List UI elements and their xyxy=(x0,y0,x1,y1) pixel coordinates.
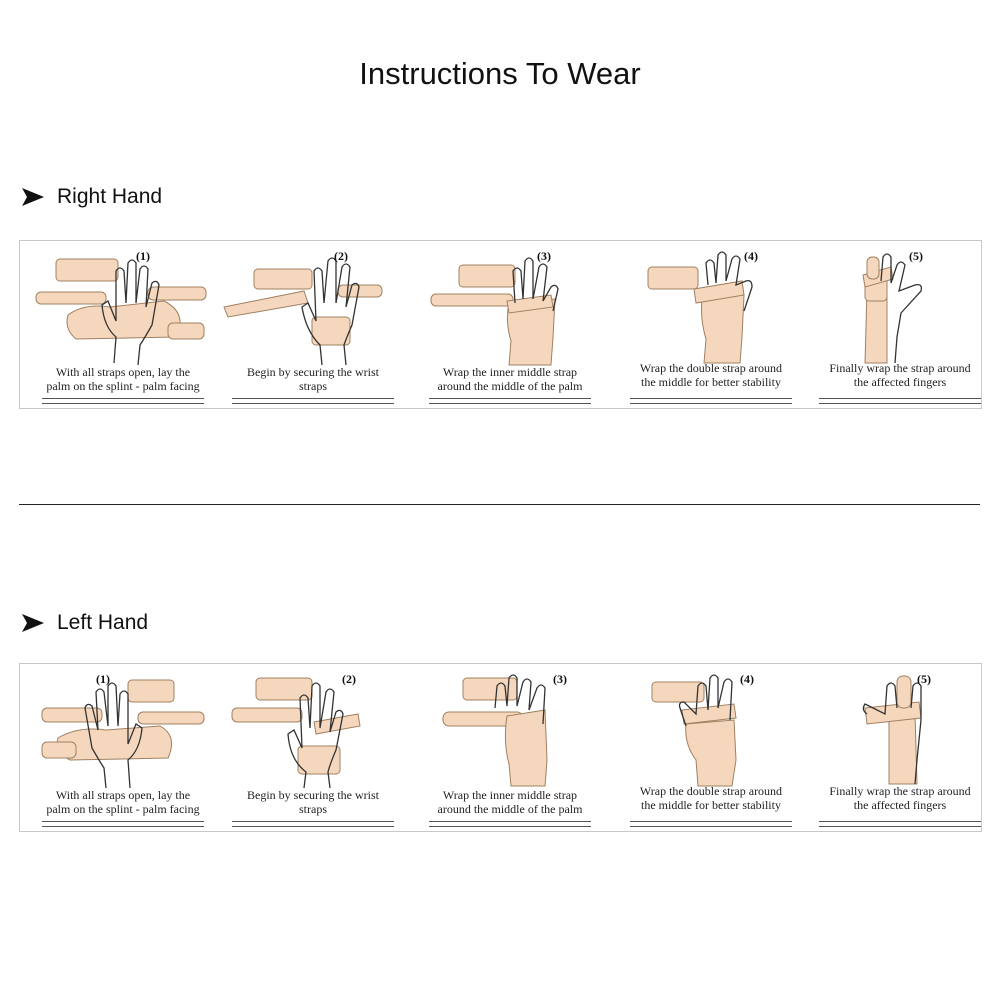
step-illustration-wrist-straps xyxy=(218,664,408,792)
step-caption: Finally wrap the strap around the affected fingers xyxy=(829,361,971,389)
step-caption: Wrap the double strap around the middle for better stability xyxy=(639,784,783,812)
double-rule xyxy=(429,821,591,827)
step-illustration-splint-open xyxy=(28,664,218,792)
page-title: Instructions To Wear xyxy=(359,56,641,91)
step-number: (3) xyxy=(553,672,567,686)
step-number: (1) xyxy=(136,249,150,263)
step-2 xyxy=(218,664,408,832)
step-caption: With all straps open, lay the palm on the splint - palm facing xyxy=(46,365,200,393)
step-3 xyxy=(415,241,605,409)
step-5 xyxy=(805,664,995,832)
step-illustration-finger-strap xyxy=(805,664,995,792)
step-number: (2) xyxy=(342,672,356,686)
section-heading-label: Right Hand xyxy=(57,185,163,208)
step-number: (1) xyxy=(96,672,110,686)
step-caption: Finally wrap the strap around the affected fingers xyxy=(829,784,971,812)
step-illustration-wrist-straps xyxy=(218,241,408,369)
section-heading-left-hand xyxy=(22,610,148,636)
double-rule xyxy=(819,398,981,404)
step-illustration-splint-open xyxy=(28,241,218,369)
step-4 xyxy=(616,664,806,832)
arrowhead-icon xyxy=(22,614,44,632)
step-4 xyxy=(616,241,806,409)
instruction-panel-right-hand xyxy=(19,240,982,409)
step-caption: Wrap the inner middle strap around the middle of the palm xyxy=(437,788,583,816)
step-illustration-middle-strap xyxy=(415,241,605,369)
step-number: (4) xyxy=(740,672,754,686)
section-divider xyxy=(19,504,980,505)
instruction-panel-left-hand xyxy=(19,663,982,832)
double-rule xyxy=(819,821,981,827)
double-rule xyxy=(429,398,591,404)
double-rule xyxy=(42,398,204,404)
step-1 xyxy=(28,664,218,832)
section-heading-right-hand xyxy=(22,184,162,210)
step-2 xyxy=(218,241,408,409)
step-illustration-double-strap xyxy=(616,241,806,369)
step-caption: Wrap the inner middle strap around the middle of the palm xyxy=(437,365,583,393)
double-rule xyxy=(630,821,792,827)
step-illustration-double-strap xyxy=(616,664,806,792)
arrowhead-icon xyxy=(22,188,44,206)
step-number: (3) xyxy=(537,249,551,263)
step-number: (5) xyxy=(917,672,931,686)
double-rule xyxy=(232,398,394,404)
step-number: (2) xyxy=(334,249,348,263)
step-number: (4) xyxy=(744,249,758,263)
step-caption: Wrap the double strap around the middle for better stability xyxy=(639,361,783,389)
step-caption: Begin by securing the wrist straps xyxy=(247,788,379,816)
step-illustration-finger-strap xyxy=(805,241,995,369)
step-1 xyxy=(28,241,218,409)
step-caption: With all straps open, lay the palm on the splint - palm facing xyxy=(46,788,200,816)
section-heading-label: Left Hand xyxy=(57,611,149,634)
step-caption: Begin by securing the wrist straps xyxy=(247,365,379,393)
double-rule xyxy=(630,398,792,404)
double-rule xyxy=(232,821,394,827)
step-number: (5) xyxy=(909,249,923,263)
step-3 xyxy=(415,664,605,832)
step-5 xyxy=(805,241,995,409)
double-rule xyxy=(42,821,204,827)
step-illustration-middle-strap xyxy=(415,664,605,792)
